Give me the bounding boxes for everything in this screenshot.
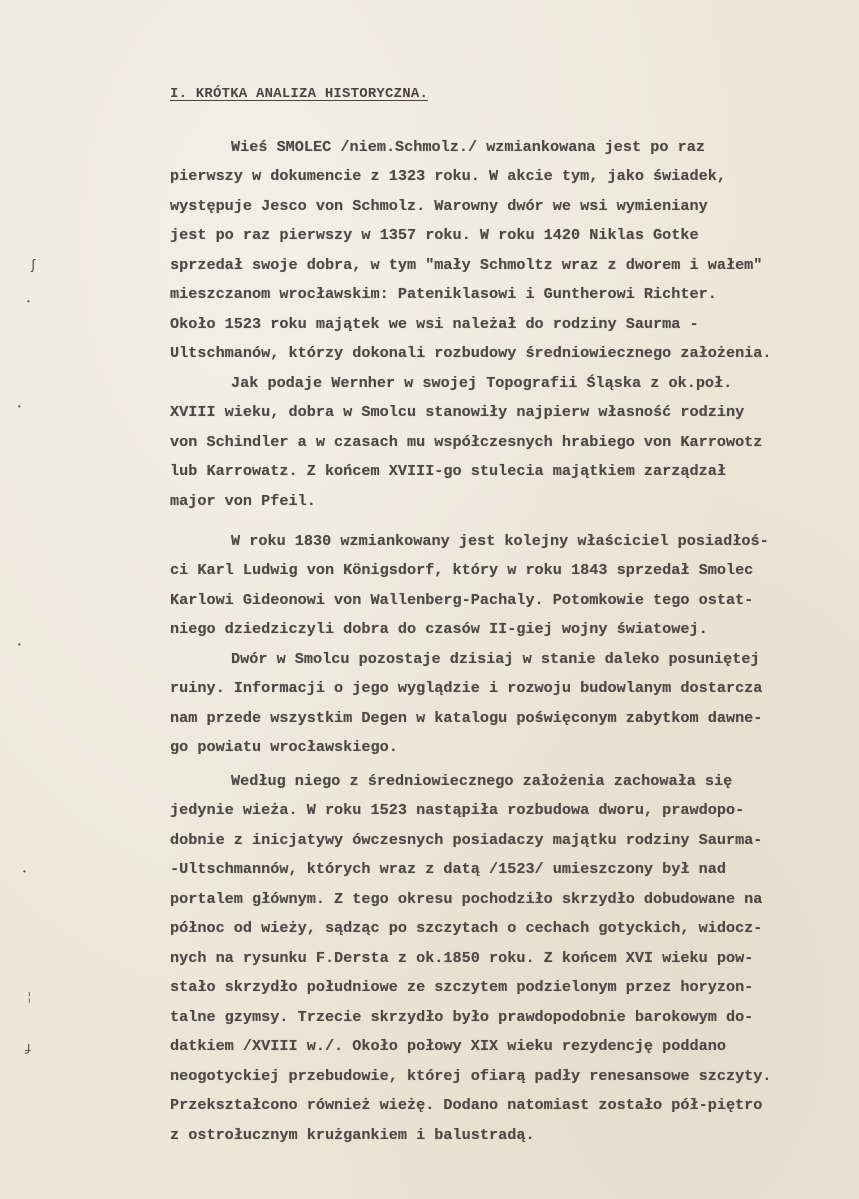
text-line: neogotyckiej przebudowie, której ofiarą padły renesansowe szczyty. bbox=[170, 1067, 772, 1085]
text-line: Dwór w Smolcu pozostaje dzisiaj w stanie daleko posuniętej bbox=[231, 650, 760, 668]
text-line: jedynie wieża. W roku 1523 nastąpiła rozbudowa dworu, prawdopo- bbox=[170, 801, 745, 819]
margin-dot-mark: • bbox=[17, 641, 22, 650]
section-heading: I. KRÓTKA ANALIZA HISTORYCZNA. bbox=[170, 86, 429, 102]
text-line: W roku 1830 wzmiankowany jest kolejny właściciel posiadłoś- bbox=[231, 532, 769, 550]
margin-tick-mark: ʃ bbox=[29, 258, 38, 274]
margin-tick-mark: ¦ bbox=[26, 992, 33, 1004]
text-line: ci Karl Ludwig von Königsdorf, który w roku 1843 sprzedał Smolec bbox=[170, 561, 754, 579]
text-line: nam przede wszystkim Degen w katalogu poświęconym zabytkom dawne- bbox=[170, 709, 763, 727]
text-line: dobnie z inicjatywy ówczesnych posiadaczy majątku rodziny Saurma- bbox=[170, 831, 763, 849]
text-line: Karlowi Gideonowi von Wallenberg-Pachaly. Potomkowie tego ostat- bbox=[170, 591, 754, 609]
text-line: Przekształcono również wieżę. Dodano natomiast zostało pół-piętro bbox=[170, 1096, 763, 1114]
text-line: nych na rysunku F.Dersta z ok.1850 roku. Z końcem XVI wieku pow- bbox=[170, 949, 754, 967]
text-line: Jak podaje Wernher w swojej Topografii Śląska z ok.poł. bbox=[231, 374, 733, 392]
text-line: go powiatu wrocławskiego. bbox=[170, 738, 398, 756]
text-line: datkiem /XVIII w./. Około połowy XIX wieku rezydencję poddano bbox=[170, 1037, 726, 1055]
text-line: północ od wieży, sądząc po szczytach o cechach gotyckich, widocz- bbox=[170, 919, 763, 937]
margin-dot-mark: • bbox=[26, 298, 31, 307]
text-line: Wieś SMOLEC /niem.Schmolz./ wzmiankowana jest po raz bbox=[231, 138, 705, 156]
text-line: sprzedał swoje dobra, w tym "mały Schmoltz wraz z dworem i wałem" bbox=[170, 256, 763, 274]
text-line: występuje Jesco von Schmolz. Warowny dwór we wsi wymieniany bbox=[170, 197, 708, 215]
text-line: jest po raz pierwszy w 1357 roku. W roku 1420 Niklas Gotke bbox=[170, 226, 699, 244]
text-line: mieszczanom wrocławskim: Pateniklasowi i Guntherowi Richter. bbox=[170, 285, 717, 303]
margin-dot-mark: • bbox=[17, 403, 22, 412]
text-line: von Schindler a w czasach mu współczesnych hrabiego von Karrowotz bbox=[170, 433, 763, 451]
text-line: Ultschmanów, którzy dokonali rozbudowy średniowiecznego założenia. bbox=[170, 344, 772, 362]
text-line: niego dziedziczyli dobra do czasów II-giej wojny światowej. bbox=[170, 620, 708, 638]
text-line: portalem głównym. Z tego okresu pochodziło skrzydło dobudowane na bbox=[170, 890, 763, 908]
text-line: Około 1523 roku majątek we wsi należał do rodziny Saurma - bbox=[170, 315, 699, 333]
margin-dot-mark: • bbox=[22, 868, 27, 877]
text-line: ruiny. Informacji o jego wyglądzie i rozwoju budowlanym dostarcza bbox=[170, 679, 763, 697]
text-line: stało skrzydło południowe ze szczytem podzielonym przez horyzon- bbox=[170, 978, 754, 996]
text-line: major von Pfeil. bbox=[170, 492, 316, 510]
text-line: lub Karrowatz. Z końcem XVIII-go stulecia majątkiem zarządzał bbox=[170, 462, 726, 480]
margin-tick-mark: ɟ bbox=[24, 1040, 32, 1055]
text-line: -Ultschmannów, których wraz z datą /1523/ umieszczony był nad bbox=[170, 860, 726, 878]
text-line: z ostrołucznym krużgankiem i balustradą. bbox=[170, 1126, 535, 1144]
text-line: talne gzymsy. Trzecie skrzydło było prawdopodobnie barokowym do- bbox=[170, 1008, 754, 1026]
text-line: XVIII wieku, dobra w Smolcu stanowiły najpierw własność rodziny bbox=[170, 403, 745, 421]
text-line: Według niego z średniowiecznego założenia zachowała się bbox=[231, 772, 733, 790]
text-line: pierwszy w dokumencie z 1323 roku. W akcie tym, jako świadek, bbox=[170, 167, 726, 185]
